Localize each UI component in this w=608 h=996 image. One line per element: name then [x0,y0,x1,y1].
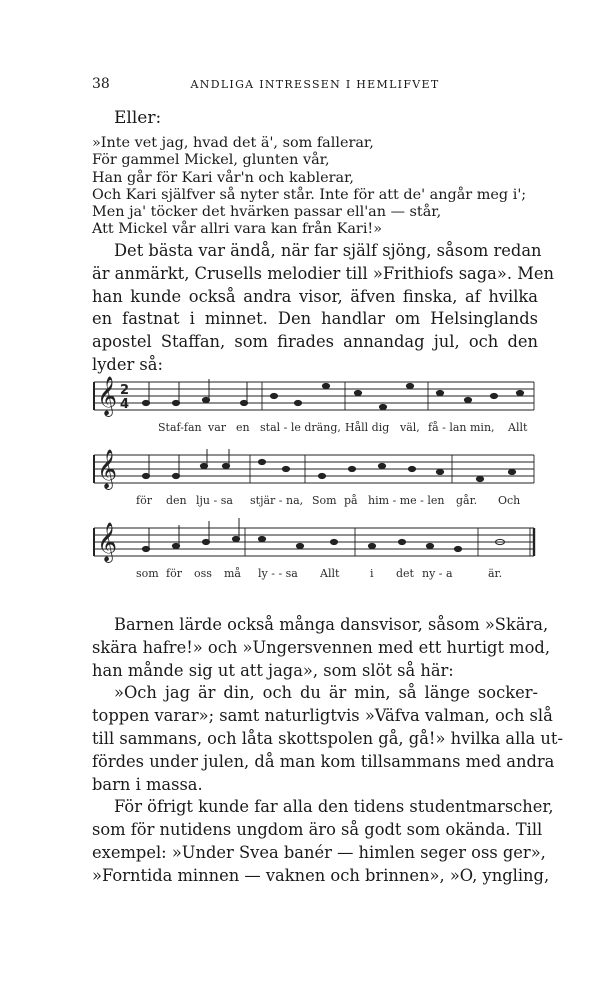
text-line: till sammans, och låta skottspolen gå, gå!» hvilka alla ut- [92,728,563,748]
lyric: på [344,494,358,507]
staff-system-1 [94,382,534,410]
verse-line: För gammel Mickel, glunten vår, [92,152,330,169]
lyric: Som [312,494,337,507]
lyric: väl, [400,421,420,434]
text-line: fördes under julen, då man kom tillsammans med andra [92,751,555,771]
verse-line: Att Mickel vår allri vara kan från Kari!» [92,221,383,238]
lyric: går. [456,494,478,507]
lyric: oss [194,567,212,580]
page-number: 38 [92,76,110,92]
paragraph-dansvisor [92,614,563,888]
treble-clef: 𝄞 [97,522,118,562]
lyric: ny - a [422,567,453,580]
text-line: »Forntida minnen — vaknen och brinnen», »O, yngling, [92,865,550,885]
lyric: som [136,567,159,580]
lyric: Håll dig [345,421,390,434]
lyric: få - lan min, [428,421,495,434]
text-line: Barnen lärde också många dansvisor, såsom »Skära, [114,615,549,634]
lyric: stal - le dräng, [260,421,341,434]
lyric: en [236,421,250,434]
text-line: en fastnat i minnet. Den handlar om Helsinglands [92,309,538,329]
text-line: »Och jag är din, och du är min, så länge socker- [114,683,538,703]
lyric: ly - - sa [258,567,298,580]
verse-line: Men ja' töcker det hvärken passar ell'an — står, [92,204,442,221]
text-line: är anmärkt, Crusells melodier till »Frithiofs saga». Men [92,263,554,283]
lyric: den [166,494,187,507]
lyric: Allt [508,421,528,434]
text-line: För öfrigt kunde far alla den tidens studentmarscher, [114,797,554,817]
verse-line: Och Kari själfver så nyter står. Inte för att de' angår meg i'; [92,186,527,203]
lyric: stjär - na, [250,494,304,507]
verse-line: Han går för Kari vår'n och kablerar, [92,169,354,186]
lyric: Allt [320,567,340,580]
lyric: var [208,421,227,434]
text-line: toppen varar»; samt naturligtvis »Väfva valman, och slå [92,706,553,726]
text-line: han kunde också andra visor, äfven finska, af hvilka [92,286,538,306]
staff-system-2 [94,455,534,483]
lyric: Staf-fan [158,421,202,434]
lyric: för [166,567,182,580]
time-signature-bottom: 4 [120,397,130,412]
eller-line: Eller: [114,108,162,128]
running-title: ANDLIGA INTRESSEN I HEMLIFVET [190,78,440,91]
text-line: skära hafre!» och »Ungersvennen med ett hurtigt mod, [92,637,551,657]
treble-clef: 𝄞 [97,376,118,416]
text-line: som för nutidens ungdom äro så godt som okända. Till [92,820,543,840]
lyric: him - me - len [368,494,445,507]
lyric: Och [498,494,521,507]
text-line: lyder så: [92,354,163,374]
verse-line: »Inte vet jag, hvad det ä', som fallerar, [92,135,374,151]
lyric: må [224,567,241,580]
lyric: det [396,567,414,580]
text-line: han månde sig ut att jaga», som slöt så här: [92,660,454,680]
treble-clef: 𝄞 [97,449,118,489]
text-line: barn i massa. [92,774,203,794]
lyric: lju - sa [196,494,233,507]
lyric: för [136,494,152,507]
text-line: exempel: »Under Svea banér — himlen seger oss ger», [92,842,546,862]
lyric: i [370,567,374,580]
text-line: Det bästa var ändå, när far själf sjöng, såsom redan [114,241,542,260]
text-line: apostel Staffan, som firades annandag jul, och den [92,332,538,352]
time-signature-top: 2 [120,383,130,398]
lyric: är. [488,567,503,580]
staff-system-3 [94,528,534,556]
